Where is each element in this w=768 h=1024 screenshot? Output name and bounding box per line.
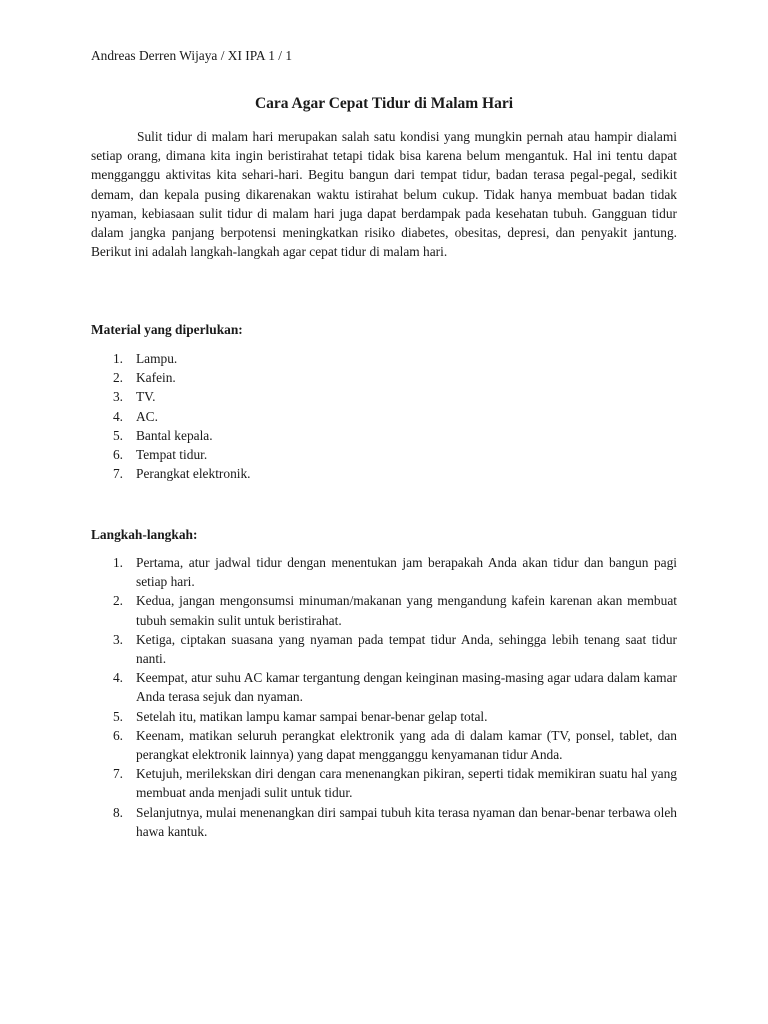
list-number: 2.	[112, 370, 123, 386]
list-item	[91, 426, 677, 445]
list-item	[91, 349, 677, 368]
list-item	[91, 464, 677, 483]
list-text: Pertama, atur jadwal tidur dengan menentukan jam berapakah Anda akan tidur dan bangun pagi setiap hari.	[136, 555, 677, 590]
materials-heading: Material yang diperlukan:	[91, 322, 243, 337]
list-number: 1.	[112, 351, 123, 366]
list-item	[91, 553, 677, 591]
list-number: 4.	[112, 408, 123, 424]
list-text: Tempat tidur.	[136, 447, 208, 463]
list-item	[91, 368, 677, 387]
materials-list	[91, 349, 677, 483]
list-text: Setelah itu, matikan lampu kamar sampai benar-benar gelap total.	[136, 708, 488, 724]
list-item	[91, 726, 677, 764]
list-number: 5.	[112, 427, 123, 443]
list-item	[91, 407, 677, 426]
list-text: Keempat, atur suhu AC kamar tergantung dengan keinginan masing-masing agar udara dalam kamar Anda terasa sejuk dan nyaman.	[136, 670, 677, 705]
list-text: Bantal kepala.	[136, 427, 213, 443]
list-text: Selanjutnya, mulai menenangkan diri sampai tubuh kita terasa nyaman dan benar-benar terbawa oleh hawa kantuk.	[136, 804, 677, 839]
list-text: TV.	[136, 389, 156, 405]
list-number: 3.	[112, 631, 123, 647]
author-line: Andreas Derren Wijaya / XI IPA 1 / 1	[91, 48, 293, 63]
list-number: 5.	[112, 708, 123, 724]
list-item	[91, 668, 677, 706]
list-number: 7.	[112, 466, 123, 482]
list-number: 2.	[112, 593, 123, 609]
list-text: Keenam, matikan seluruh perangkat elektronik yang ada di dalam kamar (TV, ponsel, tablet, dan perangkat elektronik lainnya) yang dapat mengganggu kenyamanan tidur Anda.	[136, 727, 677, 763]
steps-heading: Langkah-langkah:	[91, 527, 198, 542]
list-item	[91, 764, 677, 802]
list-text: Lampu.	[136, 351, 178, 366]
list-number: 4.	[112, 670, 123, 686]
list-item	[91, 387, 677, 406]
intro-paragraph: Sulit tidur di malam hari merupakan salah satu kondisi yang mungkin pernah atau hampir dialami setiap orang, dimana kita ingin beristirahat tetapi tidak bisa karena belum mengantuk. Hal ini tentu dapat mengganggu aktivitas kita sehari-hari. Begitu bangun dari tempat tidur, badan terasa pegal-pegal, sedikit demam, dan kepala pusing dikarenakan waktu istirahat belum cukup. Tidak hanya membuat badan tidak nyaman, kebiasaan sulit tidur di malam hari juga dapat berdampak pada kesehatan tubuh. Gangguan tidur dalam jangka panjang berpotensi meningkatkan risiko diabetes, obesitas, depresi, dan penyakit jantung. Berikut ini adalah langkah-langkah agar cepat tidur di malam hari.	[91, 129, 677, 260]
list-item	[91, 591, 677, 629]
list-number: 1.	[112, 555, 123, 570]
list-text: Ketiga, ciptakan suasana yang nyaman pada tempat tidur Anda, sehingga lebih tenang saat tidur nanti.	[136, 631, 677, 667]
list-item	[91, 707, 677, 726]
list-text: Kedua, jangan mengonsumsi minuman/makanan yang mengandung kafein karenan akan membuat tubuh semakin sulit untuk beristirahat.	[136, 593, 677, 628]
steps-list	[91, 553, 677, 841]
list-number: 3.	[112, 389, 123, 405]
list-item	[91, 445, 677, 464]
list-number: 6.	[112, 447, 123, 463]
document-title: Cara Agar Cepat Tidur di Malam Hari	[254, 95, 514, 112]
list-text: AC.	[136, 408, 158, 424]
list-text: Ketujuh, merilekskan diri dengan cara menenangkan pikiran, seperti tidak memikiran suatu hal yang membuat anda menjadi sulit untuk tidur.	[136, 766, 677, 801]
list-text: Kafein.	[136, 370, 176, 386]
list-number: 6.	[112, 727, 123, 743]
list-text: Perangkat elektronik.	[136, 466, 251, 482]
list-number: 7.	[112, 766, 123, 782]
list-item	[91, 630, 677, 668]
list-number: 8.	[112, 804, 123, 820]
list-item	[91, 803, 677, 841]
